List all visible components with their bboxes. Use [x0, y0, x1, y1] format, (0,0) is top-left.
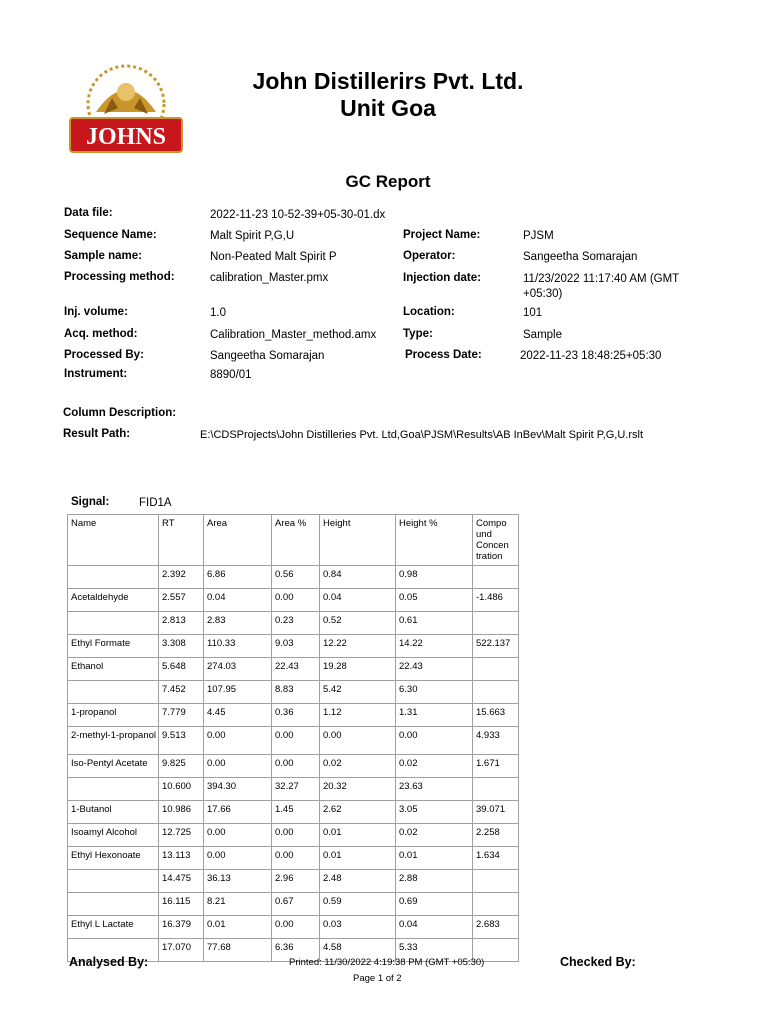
- cell-rt: 7.452: [159, 681, 204, 704]
- cell-area: 0.00: [204, 847, 272, 870]
- result-path-label: Result Path:: [63, 428, 131, 440]
- header-height: Height: [320, 515, 396, 566]
- cell-height: 0.02: [320, 755, 396, 778]
- cell-area-pct: 22.43: [272, 658, 320, 681]
- header-concentration: Compo und Concen tration: [473, 515, 519, 566]
- table-row: [68, 870, 519, 893]
- cell-height-pct: 0.04: [396, 916, 473, 939]
- header-height-pct: Height %: [396, 515, 473, 566]
- cell-height-pct: 5.33: [396, 939, 473, 962]
- table-header-row: [68, 515, 519, 566]
- header-area: Area: [204, 515, 272, 566]
- cell-height: 0.01: [320, 847, 396, 870]
- location-label: Location:: [403, 306, 455, 318]
- cell-area: 6.86: [204, 566, 272, 589]
- cell-name: 1-Butanol: [68, 801, 159, 824]
- cell-area-pct: 8.83: [272, 681, 320, 704]
- cell-name: [68, 681, 159, 704]
- cell-rt: 16.115: [159, 893, 204, 916]
- cell-height: 4.58: [320, 939, 396, 962]
- cell-name: Ethanol: [68, 658, 159, 681]
- cell-rt: 13.113: [159, 847, 204, 870]
- cell-rt: 10.600: [159, 778, 204, 801]
- cell-rt: 2.813: [159, 612, 204, 635]
- cell-area: 0.00: [204, 755, 272, 778]
- table-row: [68, 778, 519, 801]
- header-name: Name: [68, 515, 159, 566]
- table-row: [68, 681, 519, 704]
- cell-height: 12.22: [320, 635, 396, 658]
- cell-name: Ethyl L Lactate: [68, 916, 159, 939]
- table-row: [68, 612, 519, 635]
- cell-area-pct: 0.00: [272, 589, 320, 612]
- instrument-label: Instrument:: [64, 368, 128, 380]
- header-rt: RT: [159, 515, 204, 566]
- processed-by-value: Sangeetha Somarajan: [210, 350, 325, 362]
- cell-area-pct: 0.23: [272, 612, 320, 635]
- sequence-value: Malt Spirit P,G,U: [210, 230, 295, 242]
- cell-concentration: 2.258: [473, 824, 519, 847]
- cell-area: 274.03: [204, 658, 272, 681]
- cell-rt: 3.308: [159, 635, 204, 658]
- cell-height: 20.32: [320, 778, 396, 801]
- table-row: [68, 635, 519, 658]
- cell-area: 0.04: [204, 589, 272, 612]
- inj-volume-value: 1.0: [210, 307, 226, 319]
- cell-height: 5.42: [320, 681, 396, 704]
- printed-timestamp: Printed: 11/30/2022 4:19:38 PM (GMT +05:30): [289, 957, 485, 968]
- type-label: Type:: [403, 328, 433, 340]
- cell-concentration: [473, 893, 519, 916]
- cell-height-pct: 0.61: [396, 612, 473, 635]
- cell-area-pct: 0.00: [272, 727, 320, 755]
- cell-concentration: [473, 870, 519, 893]
- cell-rt: 14.475: [159, 870, 204, 893]
- inj-volume-label: Inj. volume:: [64, 306, 128, 318]
- company-name: John Distillerirs Pvt. Ltd.: [252, 68, 524, 94]
- cell-name: [68, 778, 159, 801]
- processed-by-label: Processed By:: [64, 349, 144, 361]
- cell-height: 0.04: [320, 589, 396, 612]
- report-title: GC Report: [345, 172, 431, 191]
- instrument-value: 8890/01: [210, 369, 252, 381]
- cell-area: 107.95: [204, 681, 272, 704]
- cell-height: 0.00: [320, 727, 396, 755]
- cell-concentration: 522.137: [473, 635, 519, 658]
- process-date-value: 2022-11-23 18:48:25+05:30: [520, 350, 662, 362]
- cell-concentration: 39.071: [473, 801, 519, 824]
- cell-name: Iso-Pentyl Acetate: [68, 755, 159, 778]
- cell-height-pct: 23.63: [396, 778, 473, 801]
- location-value: 101: [523, 307, 543, 319]
- page-number: Page 1 of 2: [353, 973, 402, 984]
- cell-concentration: [473, 778, 519, 801]
- column-description-label: Column Description:: [63, 407, 177, 419]
- cell-height-pct: 3.05: [396, 801, 473, 824]
- cell-concentration: [473, 658, 519, 681]
- cell-height-pct: 0.05: [396, 589, 473, 612]
- table-row: [68, 755, 519, 778]
- cell-area-pct: 0.00: [272, 916, 320, 939]
- project-label: Project Name:: [403, 229, 481, 241]
- operator-label: Operator:: [403, 250, 456, 262]
- svg-text:JOHNS: JOHNS: [85, 124, 167, 150]
- table-row: [68, 658, 519, 681]
- cell-height: 0.52: [320, 612, 396, 635]
- company-unit: Unit Goa: [340, 95, 436, 121]
- table-row: [68, 824, 519, 847]
- cell-rt: 2.392: [159, 566, 204, 589]
- table-row: [68, 589, 519, 612]
- cell-area-pct: 32.27: [272, 778, 320, 801]
- cell-height-pct: 22.43: [396, 658, 473, 681]
- cell-rt: 5.648: [159, 658, 204, 681]
- signal-value: FID1A: [139, 497, 172, 509]
- cell-area-pct: 9.03: [272, 635, 320, 658]
- processing-value: calibration_Master.pmx: [210, 272, 329, 284]
- injection-date-label: Injection date:: [403, 272, 481, 284]
- cell-area: 0.00: [204, 727, 272, 755]
- cell-height: 0.01: [320, 824, 396, 847]
- cell-rt: 16.379: [159, 916, 204, 939]
- signal-label: Signal:: [71, 496, 110, 508]
- cell-area-pct: 0.67: [272, 893, 320, 916]
- injection-date-value: 11/23/2022 11:17:40 AM (GMT +05:30): [523, 273, 679, 300]
- cell-height-pct: 0.01: [396, 847, 473, 870]
- cell-area: 17.66: [204, 801, 272, 824]
- cell-height: 0.84: [320, 566, 396, 589]
- cell-rt: 17.070: [159, 939, 204, 962]
- acq-method-value: Calibration_Master_method.amx: [210, 329, 377, 341]
- cell-height: 19.28: [320, 658, 396, 681]
- table-row: [68, 727, 519, 755]
- cell-concentration: 4.933: [473, 727, 519, 755]
- cell-concentration: 1.634: [473, 847, 519, 870]
- type-value: Sample: [523, 329, 562, 341]
- table-row: [68, 704, 519, 727]
- cell-concentration: [473, 612, 519, 635]
- cell-height: 1.12: [320, 704, 396, 727]
- cell-height-pct: 6.30: [396, 681, 473, 704]
- cell-name: [68, 566, 159, 589]
- processing-label: Processing method:: [64, 271, 175, 283]
- checked-by-label: Checked By:: [560, 955, 636, 969]
- cell-name: [68, 893, 159, 916]
- cell-height-pct: 0.69: [396, 893, 473, 916]
- cell-area: 0.01: [204, 916, 272, 939]
- gc-results-table: [67, 514, 519, 962]
- cell-height-pct: 0.02: [396, 824, 473, 847]
- cell-rt: 9.825: [159, 755, 204, 778]
- cell-rt: 7.779: [159, 704, 204, 727]
- johns-logo-icon: [66, 62, 186, 162]
- cell-concentration: [473, 681, 519, 704]
- table-row: [68, 847, 519, 870]
- sample-value: Non-Peated Malt Spirit P: [210, 251, 337, 263]
- table-row: [68, 893, 519, 916]
- cell-height: 2.62: [320, 801, 396, 824]
- cell-area-pct: 0.00: [272, 755, 320, 778]
- cell-height-pct: 0.02: [396, 755, 473, 778]
- cell-name: Acetaldehyde: [68, 589, 159, 612]
- cell-name: Isoamyl Alcohol: [68, 824, 159, 847]
- cell-height: 0.59: [320, 893, 396, 916]
- cell-area-pct: 0.56: [272, 566, 320, 589]
- cell-area: 8.21: [204, 893, 272, 916]
- cell-height-pct: 14.22: [396, 635, 473, 658]
- cell-name: Ethyl Hexonoate: [68, 847, 159, 870]
- table-row: [68, 916, 519, 939]
- analysed-by-label: Analysed By:: [69, 955, 149, 969]
- table-row: [68, 566, 519, 589]
- cell-rt: 9.513: [159, 727, 204, 755]
- process-date-label: Process Date:: [405, 349, 482, 361]
- cell-area-pct: 0.00: [272, 847, 320, 870]
- cell-area-pct: 6.36: [272, 939, 320, 962]
- result-path-value: E:\CDSProjects\John Distilleries Pvt. Ltd,Goa\PJSM\Results\AB InBev\Malt Spirit P,G,U.rslt: [200, 429, 643, 441]
- cell-area-pct: 1.45: [272, 801, 320, 824]
- cell-name: [68, 612, 159, 635]
- operator-value: Sangeetha Somarajan: [523, 251, 638, 263]
- cell-area: 4.45: [204, 704, 272, 727]
- cell-concentration: 2.683: [473, 916, 519, 939]
- cell-rt: 2.557: [159, 589, 204, 612]
- cell-area-pct: 0.36: [272, 704, 320, 727]
- cell-name: 2-methyl-1-propanol: [68, 727, 159, 755]
- cell-name: 1-propanol: [68, 704, 159, 727]
- cell-height-pct: 1.31: [396, 704, 473, 727]
- cell-concentration: 15.663: [473, 704, 519, 727]
- cell-height-pct: 0.98: [396, 566, 473, 589]
- cell-name: Ethyl Formate: [68, 635, 159, 658]
- company-logo: [66, 62, 186, 162]
- cell-concentration: 1.671: [473, 755, 519, 778]
- acq-method-label: Acq. method:: [64, 328, 138, 340]
- cell-name: [68, 870, 159, 893]
- cell-rt: 12.725: [159, 824, 204, 847]
- cell-area: 77.68: [204, 939, 272, 962]
- cell-concentration: -1.486: [473, 589, 519, 612]
- project-value: PJSM: [523, 230, 554, 242]
- header-area-pct: Area %: [272, 515, 320, 566]
- cell-area: 0.00: [204, 824, 272, 847]
- cell-area: 110.33: [204, 635, 272, 658]
- cell-height: 2.48: [320, 870, 396, 893]
- cell-height-pct: 2.88: [396, 870, 473, 893]
- table-row: [68, 801, 519, 824]
- data-file-value: 2022-11-23 10-52-39+05-30-01.dx: [210, 209, 386, 221]
- cell-area-pct: 0.00: [272, 824, 320, 847]
- data-file-label: Data file:: [64, 207, 113, 219]
- sequence-label: Sequence Name:: [64, 229, 157, 241]
- cell-height-pct: 0.00: [396, 727, 473, 755]
- cell-area: 394.30: [204, 778, 272, 801]
- cell-area: 36.13: [204, 870, 272, 893]
- cell-height: 0.03: [320, 916, 396, 939]
- cell-area-pct: 2.96: [272, 870, 320, 893]
- cell-concentration: [473, 566, 519, 589]
- sample-label: Sample name:: [64, 250, 142, 262]
- cell-area: 2.83: [204, 612, 272, 635]
- cell-rt: 10.986: [159, 801, 204, 824]
